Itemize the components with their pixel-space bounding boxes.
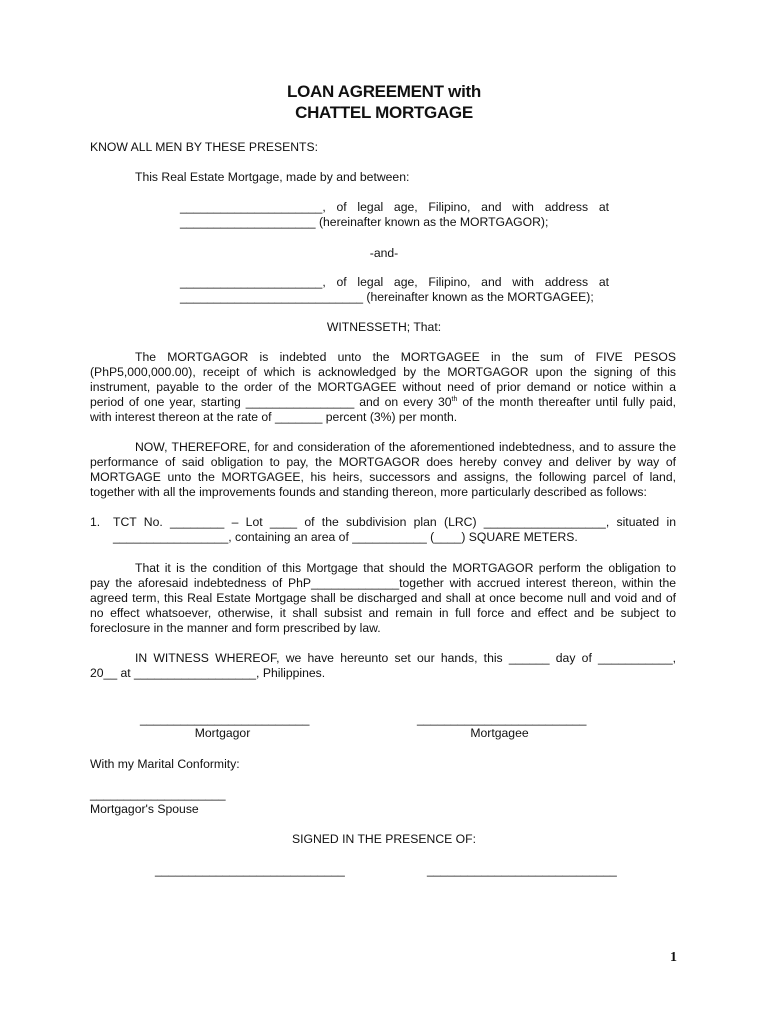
para1-line-5: with interest thereon at the rate of _______ percent (3%) per month. bbox=[90, 410, 458, 424]
para1-line-4 bbox=[90, 395, 676, 410]
mortgagee-name-blank: _____________________, bbox=[180, 275, 326, 289]
item1-line-1: TCT No. ________ – Lot ____ of the subdivision plan (LRC) __________________, situated in bbox=[113, 515, 676, 529]
para1-line-3: instrument, payable to the order of the MORTGAGEE without need of prior demand or notice within a bbox=[90, 380, 676, 394]
mortgagee-signature-line: _________________________ bbox=[417, 712, 587, 726]
spouse-signature-line: ____________________ bbox=[90, 787, 226, 801]
mortgagor-line-2: ____________________ (hereinafter known as the MORTGAGOR); bbox=[180, 215, 549, 229]
and-separator: -and- bbox=[369, 246, 399, 260]
para3-line-3: agreed term, this Real Estate Mortgage shall be discharged and shall at once become null and void and of bbox=[90, 591, 676, 605]
spouse-label: Mortgagor's Spouse bbox=[90, 802, 199, 816]
mortgagee-line-1-text: of legal age, Filipino, and with address at bbox=[336, 275, 609, 289]
mortgagor-signature-line: _________________________ bbox=[140, 712, 310, 726]
para2-line-2: performance of said obligation to pay, the MORTGAGOR does hereby convey and deliver by way of bbox=[90, 455, 676, 469]
para2-line-4: together with all the improvements founds and standing thereon, more particularly described as follows: bbox=[90, 485, 647, 499]
presence-heading: SIGNED IN THE PRESENCE OF: bbox=[292, 832, 476, 846]
para2-line-3: MORTGAGE unto the MORTGAGEE, his heirs, successors and assigns, the following parcel of land, bbox=[90, 470, 676, 484]
para3-line-4: no effect whatsoever, otherwise, it shall subsist and remain in full force and effect and be subject to bbox=[90, 606, 676, 620]
mortgagee-label: Mortgagee bbox=[470, 726, 529, 740]
para2-line-1: NOW, THEREFORE, for and consideration of the aforementioned indebtedness, and to assure the bbox=[135, 440, 676, 454]
title-line-2: CHATTEL MORTGAGE bbox=[295, 103, 473, 122]
mortgagor-line-1 bbox=[180, 200, 609, 215]
para3-line-2: pay the aforesaid indebtedness of PhP_____________together with accrued interest thereon, within the bbox=[90, 576, 676, 590]
preamble-text: This Real Estate Mortgage, made by and between: bbox=[135, 170, 410, 184]
witnesseth-heading: WITNESSETH; That: bbox=[326, 320, 442, 334]
para1-line-1: The MORTGAGOR is indebted unto the MORTGAGEE in the sum of FIVE PESOS bbox=[135, 350, 676, 364]
para3-line-5: foreclosure in the manner and form prescribed by law. bbox=[90, 621, 381, 635]
item1-number: 1. bbox=[90, 515, 101, 529]
intro-text: KNOW ALL MEN BY THESE PRESENTS: bbox=[90, 140, 319, 154]
para1-line-4a: period of one year, starting ________________ and on every 30 bbox=[90, 395, 452, 409]
para4-line-1: IN WITNESS WHEREOF, we have hereunto set our hands, this ______ day of ___________, bbox=[135, 651, 676, 665]
item1-line-2: _________________, containing an area of ___________ (____) SQUARE METERS. bbox=[113, 530, 578, 544]
mortgagee-line-2: ___________________________ (hereinafter known as the MORTGAGEE); bbox=[180, 290, 594, 304]
mortgagor-name-blank: _____________________, bbox=[180, 200, 326, 214]
mortgagor-line-1-text: of legal age, Filipino, and with address at bbox=[336, 200, 609, 214]
title-line-1: LOAN AGREEMENT with bbox=[287, 82, 481, 101]
para1-line-2: (PhP5,000,000.00), receipt of which is acknowledged by the MORTGAGOR upon the signing of this bbox=[90, 365, 676, 379]
witness-2-signature-line: ____________________________ bbox=[427, 863, 617, 877]
mortgagee-line-1 bbox=[180, 275, 609, 290]
mortgagor-label: Mortgagor bbox=[194, 726, 251, 740]
marital-conformity-label: With my Marital Conformity: bbox=[90, 757, 240, 771]
witness-1-signature-line: ____________________________ bbox=[155, 863, 345, 877]
para4-line-2: 20__ at __________________, Philippines. bbox=[90, 666, 326, 680]
page-number: 1 bbox=[670, 950, 677, 965]
ordinal-suffix: th bbox=[451, 396, 458, 403]
para1-line-4b: of the month thereafter until fully paid, bbox=[457, 395, 676, 409]
para3-line-1: That it is the condition of this Mortgage that should the MORTGAGOR perform the obligation to bbox=[135, 561, 676, 575]
